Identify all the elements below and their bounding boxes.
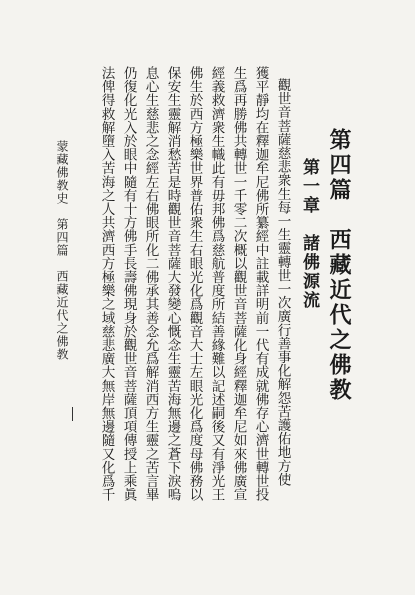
- body-line: 佛生於西方極樂世界普佑衆生右眼光化爲觀音大士左眼光化爲度母佛務以: [186, 66, 203, 502]
- body-line: 獲平靜均在釋迦牟尼佛所纂經中註載詳明前一代有成就佛存心濟世轉世投: [252, 66, 269, 502]
- body-line: 仍復化光入於眼中隨有十方佛手長壽佛現身於觀世音菩薩頂項傳授上乘眞: [120, 66, 137, 502]
- part-title: 第四篇 西藏近代之佛教: [326, 128, 352, 403]
- body-line: 保安生靈解消愁苦是時觀世音菩薩大發變心慨念生靈苦海無邊之蒼下淚嗚: [164, 66, 181, 502]
- body-line: 觀世音菩薩慈悲衆生每一生靈轉世一次廣行善事化解怨苦護佑地方使: [274, 78, 291, 486]
- body-line: 息心生慈悲之念經左右佛眼所化二佛承其善念允爲解消西方生靈之苦言畢: [142, 66, 159, 502]
- body-line: 經義救濟衆生幟此有毋邦佛爲慈航普度所結善緣難以記述嗣後又有淨光王: [208, 66, 225, 502]
- body-line: 生爲再勝佛共轉世一千零二次概以觀世音菩薩化身經釋迦牟尼如來佛廣宣: [230, 66, 247, 502]
- chapter-title: 第一章 諸佛源流: [299, 158, 319, 310]
- body-line: 法俾得救解墮入苦海之人共濟西方極樂之域慈悲廣大無岸無邊隨又化爲千: [98, 66, 115, 502]
- running-footer-section: 第四篇 西藏近代之佛教: [55, 218, 69, 361]
- running-footer-book-title: 蒙藏佛教史: [55, 140, 69, 205]
- page-number: [72, 407, 73, 421]
